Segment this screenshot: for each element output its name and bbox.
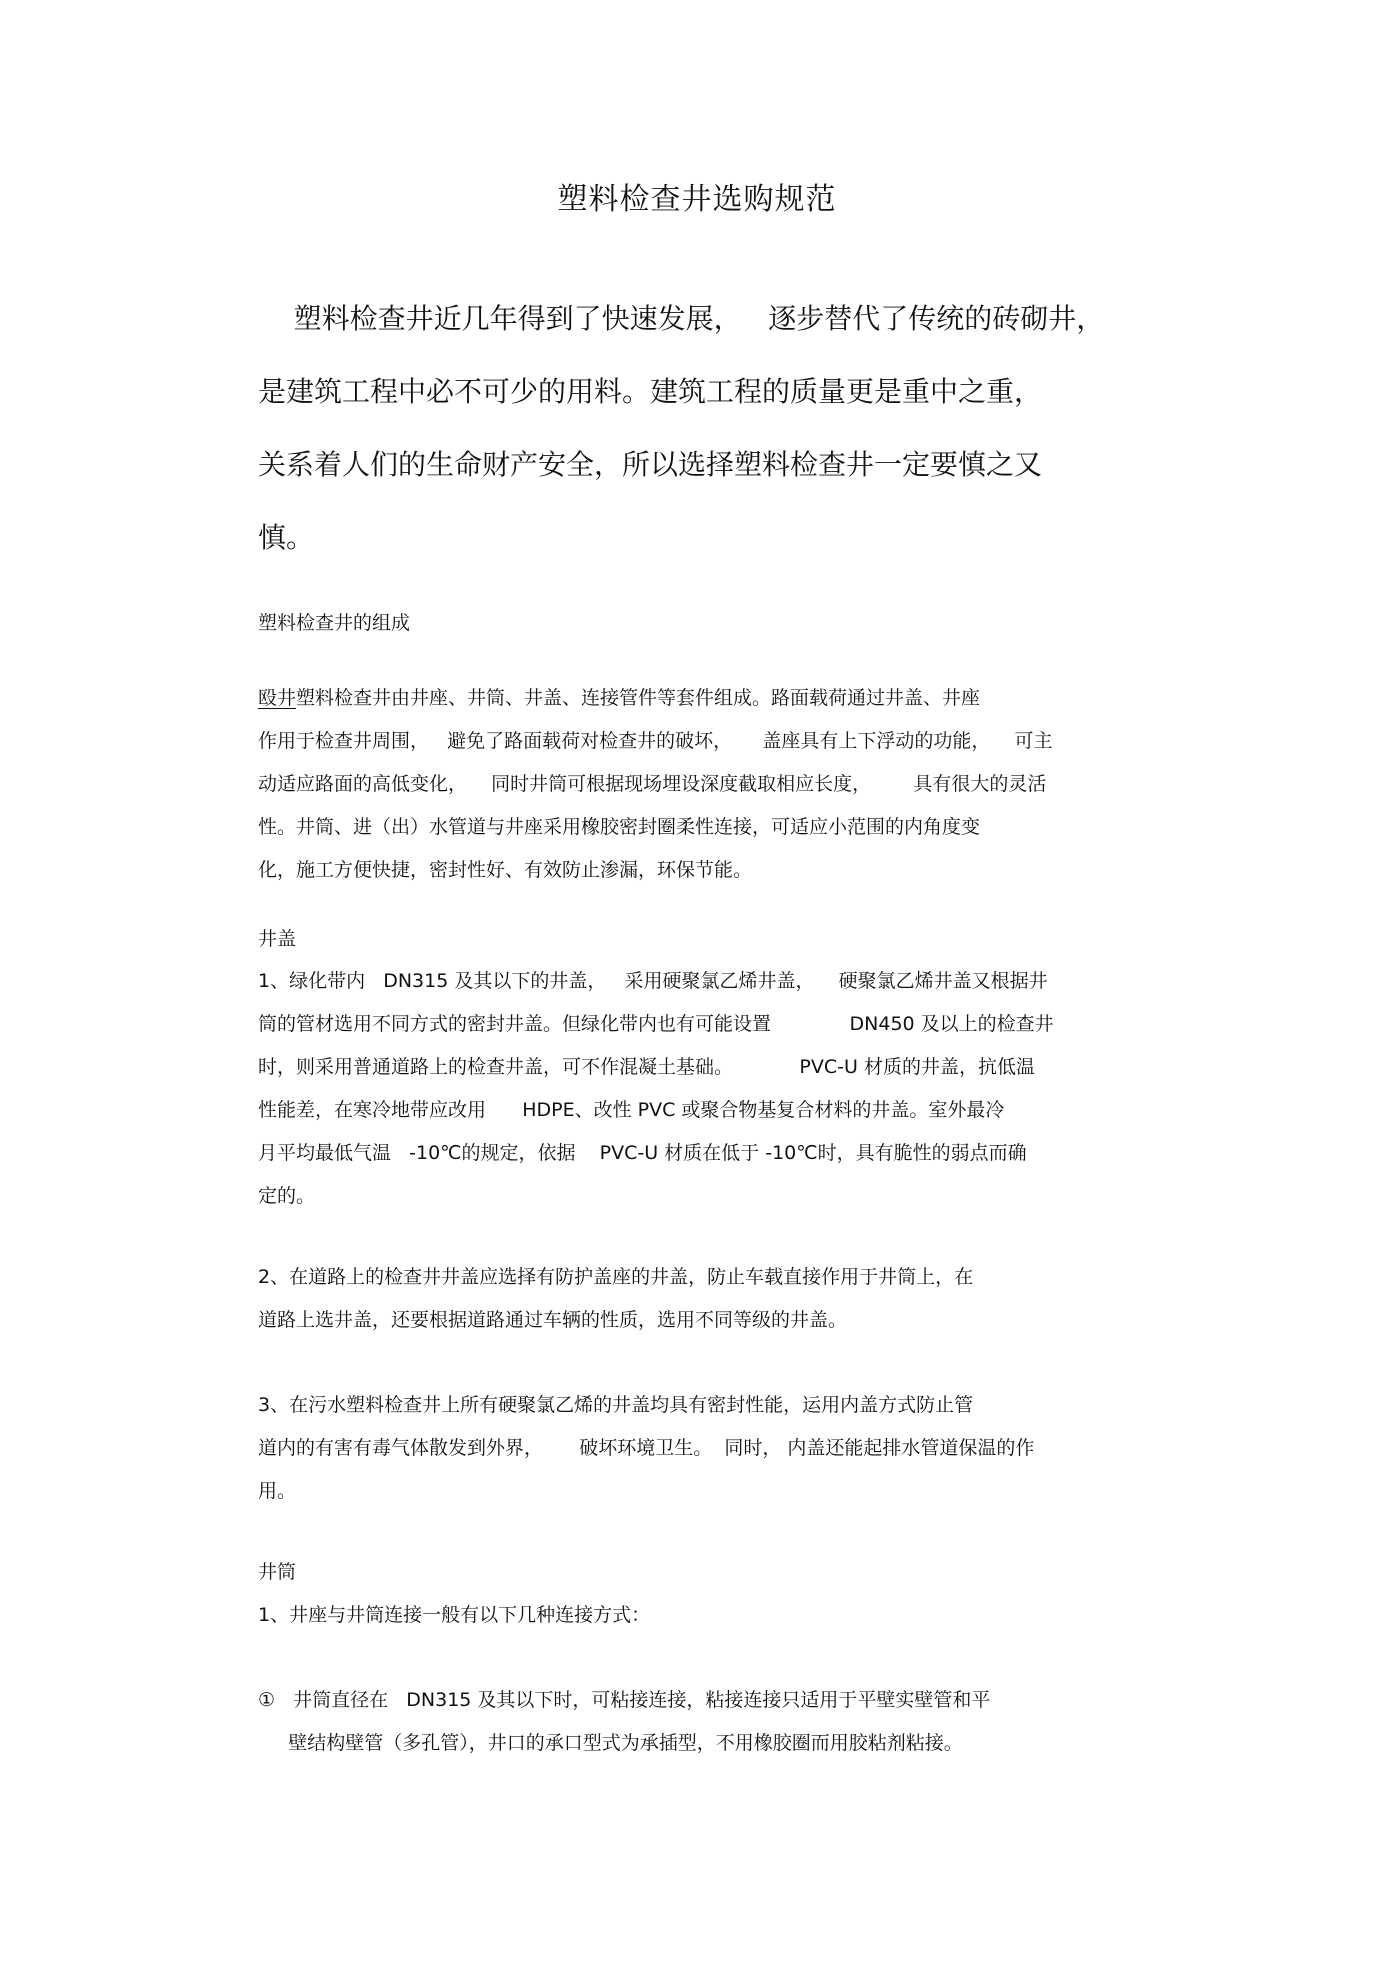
composition-line (258, 677, 1198, 720)
cover-item-2-line: 2、在道路上的检查井井盖应选择有防护盖座的井盖，防止车载直接作用于井筒上，在 (258, 1266, 974, 1288)
composition-line: 化，施工方便快捷，密封性好、有效防止渗漏，环保节能。 (258, 859, 753, 881)
cover-item-1-line: 筒的管材选用不同方式的密封井盖。但绿化带内也有可能设置 DN450 及以上的检查井 (258, 1013, 1054, 1035)
cover-item-1-line: 1、绿化带内 DN315 及其以下的井盖， 采用硬聚氯乙烯井盖， 硬聚氯乙烯井盖又根据井 (258, 970, 1048, 992)
composition-paragraph (258, 677, 1198, 892)
section-heading-shaft: 井筒 (258, 1561, 297, 1583)
shaft-sub-item-line: ① 井筒直径在 DN315 及其以下时，可粘接连接，粘接连接只适用于平壁实壁管和平 (258, 1689, 991, 1711)
intro-line: 塑料检查井近几年得到了快速发展， 逐步替代了传统的砖砌井， (258, 302, 1105, 335)
section-heading-composition: 塑料检查井的组成 (258, 612, 411, 634)
shaft-item-1 (258, 1594, 1198, 1637)
shaft-item-1-line: 1、井座与井筒连接一般有以下几种连接方式： (258, 1604, 651, 1626)
shaft-sub-item-line: 壁结构壁管（多孔管），井口的承口型式为承插型，不用橡胶圈而用胶粘剂粘接。 (258, 1732, 963, 1754)
cover-item-1-line: 月平均最低气温 -10℃的规定，依据 PVC-U 材质在低于 -10℃时，具有脆性的弱点而确 (258, 1142, 1027, 1164)
cover-item-3-line: 用。 (258, 1480, 297, 1502)
cover-item-2-line: 道路上选井盖，还要根据道路通过车辆的性质，选用不同等级的井盖。 (258, 1309, 848, 1331)
underlined-prefix: 殴井 (258, 687, 297, 709)
cover-item-1 (258, 960, 1198, 1218)
cover-item-1-line: 定的。 (258, 1185, 316, 1207)
cover-item-3 (258, 1384, 1198, 1513)
cover-item-1-line: 时，则采用普通道路上的检查井盖，可不作混凝土基础。 PVC-U 材质的井盖，抗低温 (258, 1056, 1035, 1078)
page-title: 塑料检查井选购规范 (557, 182, 837, 217)
composition-line: 作用于检查井周围， 避免了路面载荷对检查井的破坏， 盖座具有上下浮动的功能， 可主 (258, 730, 1053, 752)
composition-line: 性。井筒、进（出）水管道与井座采用橡胶密封圈柔性连接，可适应小范围的内角度变 (258, 816, 981, 838)
cover-item-3-line: 道内的有害有毒气体散发到外界， 破坏环境卫生。 同时， 内盖还能起排水管道保温的作 (258, 1437, 1035, 1459)
shaft-sub-item-1 (258, 1679, 1198, 1765)
intro-line: 慎。 (258, 521, 315, 554)
cover-item-1-line: 性能差，在寒冷地带应改用 HDPE、改性 PVC 或聚合物基复合材料的井盖。室外最冷 (258, 1099, 1005, 1121)
cover-item-3-line: 3、在污水塑料检查井上所有硬聚氯乙烯的井盖均具有密封性能，运用内盖方式防止管 (258, 1394, 974, 1416)
composition-line: 动适应路面的高低变化， 同时井筒可根据现场埋设深度截取相应长度， 具有很大的灵活 (258, 773, 1047, 795)
intro-line: 是建筑工程中必不可少的用料。建筑工程的质量更是重中之重， (258, 375, 1043, 408)
intro-line: 关系着人们的生命财产安全，所以选择塑料检查井一定要慎之又 (258, 448, 1043, 481)
cover-item-2 (258, 1256, 1198, 1342)
composition-line-text: 塑料检查井由井座、井筒、井盖、连接管件等套件组成。路面载荷通过井盖、井座 (296, 687, 981, 709)
intro-paragraph (258, 282, 1198, 574)
section-heading-cover: 井盖 (258, 928, 297, 950)
